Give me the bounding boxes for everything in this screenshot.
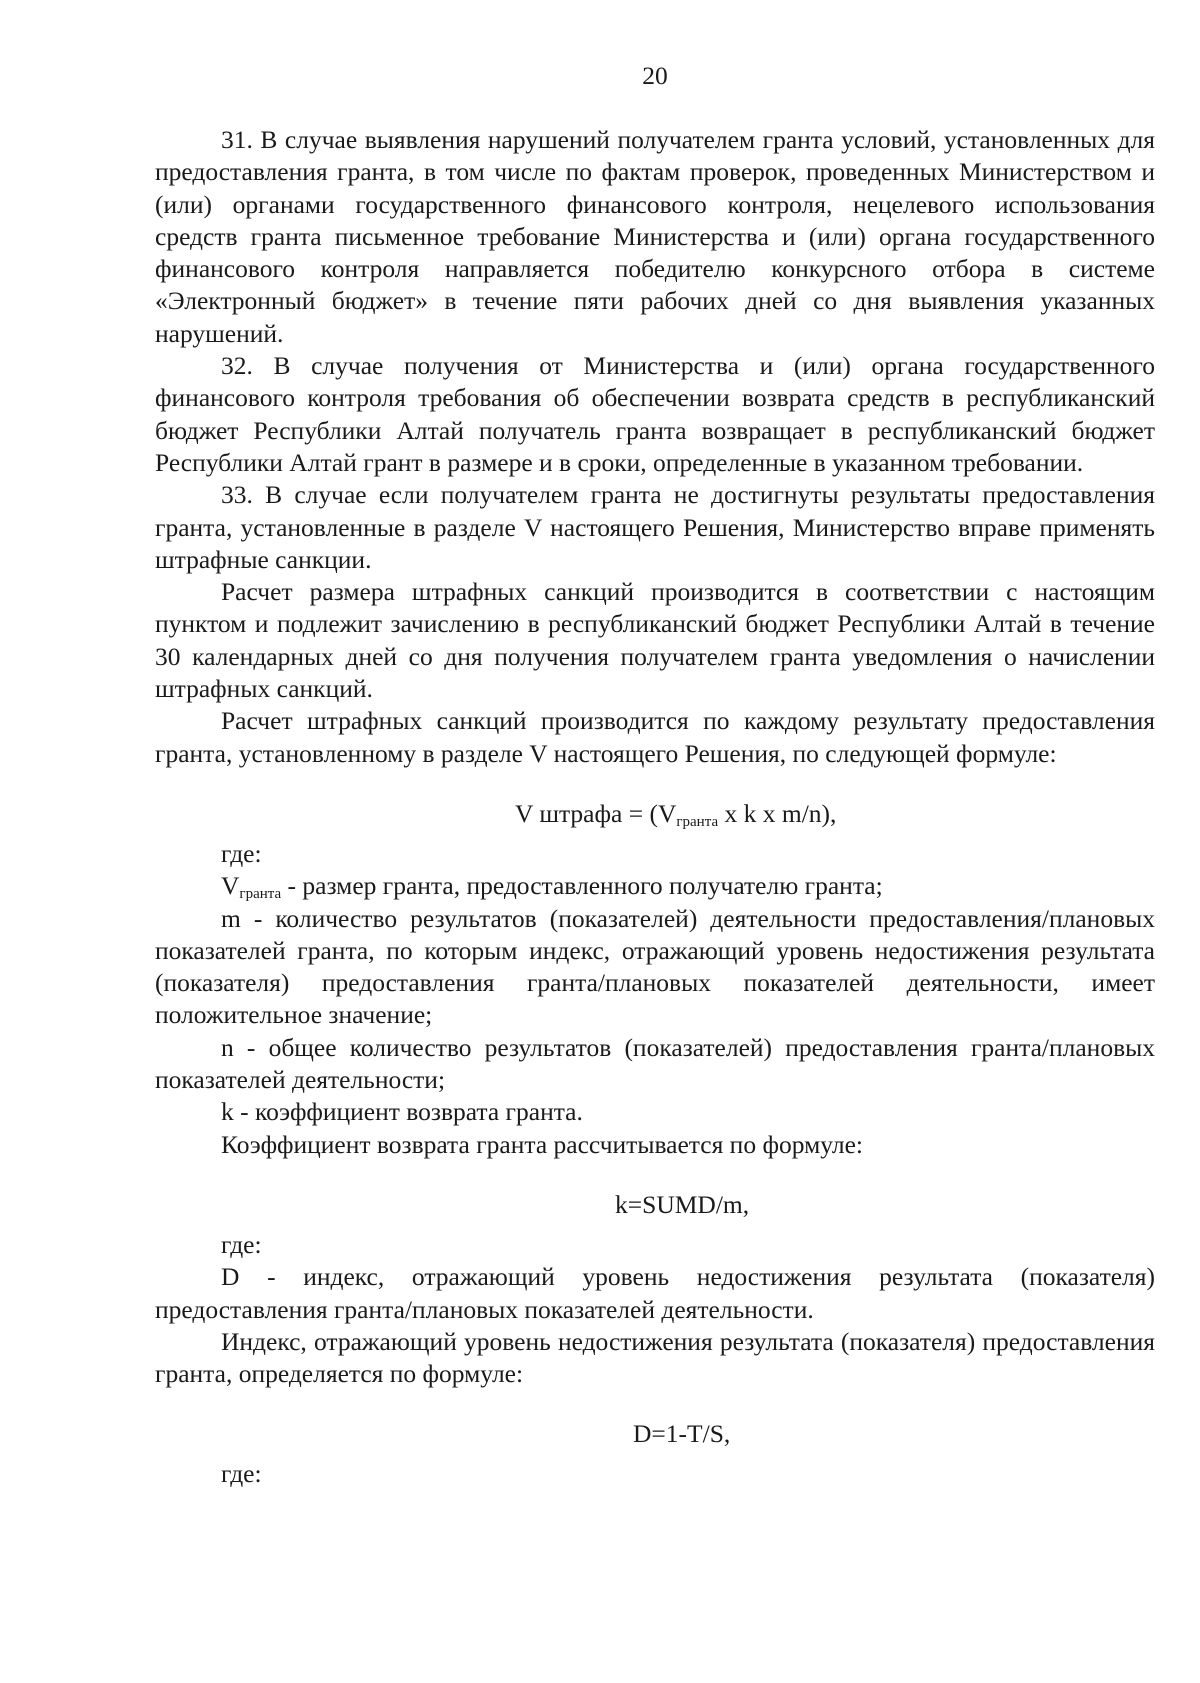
definition-v-subscript: гранта: [239, 886, 282, 903]
definition-v-grant: [155, 870, 1155, 902]
formula-coefficient: k=SUMD/m,: [615, 1189, 750, 1219]
definition-v-symbol: V: [221, 871, 240, 901]
paragraph-penalty-each-result: Расчет штрафных санкций производится по каждому результату предоставления гранта, установленному в разделе V настоящего Решения, по следующей формуле:: [155, 706, 1155, 768]
where-label-1: где:: [221, 838, 262, 868]
formula-penalty-left: V штрафа = (V: [515, 798, 677, 828]
paragraph-index: Индекс, отражающий уровень недостижения результата (показателя) предоставления гранта, определяется по формуле:: [155, 1326, 1155, 1389]
definition-n: n - общее количество результатов (показателей) предоставления гранта/плановых показателей деятельности;: [155, 1032, 1155, 1095]
definition-m: m - количество результатов (показателей) деятельности предоставления/плановых показателей гранта, по которым индекс, отражающий уровень недостижения результата (показателя) предоставления гранта/плановых показателей деятельности, имеет положительное значение;: [155, 903, 1155, 1030]
formula-penalty-right: x k x m/n),: [718, 798, 837, 828]
paragraph-32: 32. В случае получения от Министерства и (или) органа государственного финансового контроля требования об обеспечении возврата средств в республиканский бюджет Республики Алтай получатель гранта возвращает в республиканский бюджет Республики Алтай грант в размере и в сроки, определенные в указанном требовании.: [155, 351, 1155, 477]
formula-penalty-subscript: гранта: [676, 813, 719, 830]
definition-d: D - индекс, отражающий уровень недостижения результата (показателя) предоставления гранта/плановых показателей деятельности.: [155, 1262, 1155, 1324]
page-number: 20: [642, 61, 668, 90]
paragraph-penalty-size: Расчет размера штрафных санкций производится в соответствии с настоящим пунктом и подлежит зачислению в республиканский бюджет Республики Алтай в течение 30 календарных дней со дня получения получателем гранта уведомления о начислении штрафных санкций.: [155, 577, 1155, 704]
document-page: [155, 60, 1155, 1491]
where-label-3: где:: [221, 1459, 262, 1489]
where-label-2: где:: [221, 1229, 262, 1259]
paragraph-33: 33. В случае если получателем гранта не достигнуты результаты предоставления гранта, установленные в разделе V настоящего Решения, Министерство вправе применять штрафные санкции.: [155, 480, 1155, 574]
paragraph-coefficient: Коэффициент возврата гранта рассчитывается по формуле:: [221, 1129, 863, 1159]
formula-penalty: [155, 798, 1155, 830]
definition-k: k - коэффициент возврата гранта.: [221, 1097, 583, 1127]
formula-index: D=1-T/S,: [633, 1419, 731, 1449]
paragraph-31: 31. В случае выявления нарушений получателем гранта условий, установленных для предоставления гранта, в том числе по фактам проверок, проведенных Министерством и (или) органами государственного финансового контроля, нецелевого использования средств гранта письменное требование Министерства и (или) органа государственного финансового контроля направляется победителю конкурсного отбора в системе «Электронный бюджет» в течение пяти рабочих дней со дня выявления указанных нарушений.: [155, 125, 1155, 348]
definition-v-text: - размер гранта, предоставленного получателю гранта;: [281, 871, 883, 901]
